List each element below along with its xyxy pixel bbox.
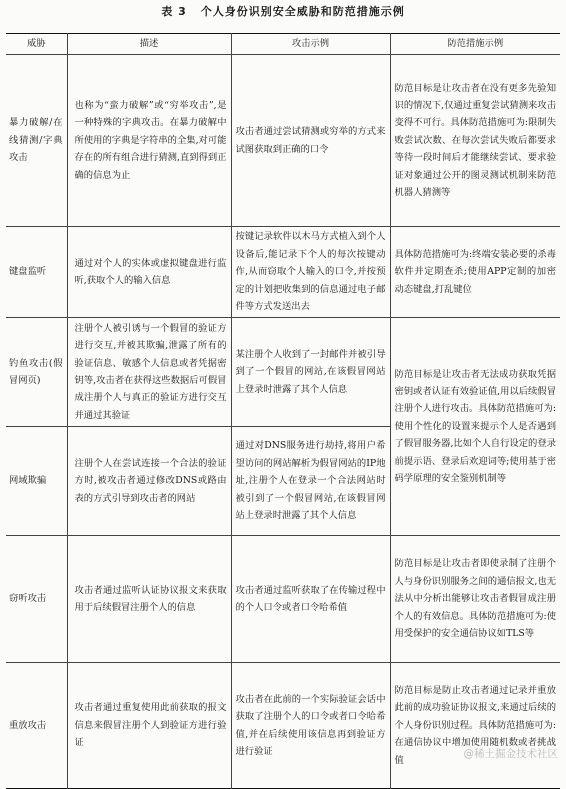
table-row [6, 663, 560, 789]
example-cell: 攻击者通过监听获取了在传输过程中的个人口令或者口令哈希值 [231, 536, 390, 663]
example-cell: 攻击者通过尝试猜测或穷举的方式来试图获取到正确的口令 [231, 55, 390, 227]
threat-cell: 钓鱼攻击(假冒网页) [6, 318, 67, 427]
header-row [6, 34, 560, 55]
table-row [6, 318, 560, 427]
example-cell: 攻击者在此前的一个实际验证会话中获取了注册个人的口令或者口令哈希值,并在后续使用该信息再到验证方进行验证 [231, 663, 390, 789]
description-cell: 攻击者通过重复使用此前获取的报文信息来假冒注册个人到验证方进行验证 [67, 663, 231, 789]
countermeasure-cell: 具体防范措施可为:终端安装必要的杀毒软件并定期查杀;使用APP定制的加密动态键盘,打乱键位 [390, 227, 560, 318]
countermeasure-cell: 防范目标是让攻击者即使录制了注册个人与身份识别服务之间的通信报文,也无法从中分析出能够让攻击者假冒成注册个人的有效信息。具体防范措施可为:使用受保护的安全通信协议如TLS等 [390, 536, 560, 663]
header-threat: 威胁 [6, 34, 67, 55]
table-row [6, 536, 560, 663]
header-example: 攻击示例 [231, 34, 390, 55]
description-cell: 注册个人被引诱与一个假冒的验证方进行交互,并被其欺骗,泄露了所有的验证信息、敏感个人信息或者凭据密钥等,攻击者在获得这些数据后可假冒成注册个人与真正的验证方进行交互并通过其验证 [67, 318, 231, 427]
header-description: 描述 [67, 34, 231, 55]
description-cell: 注册个人在尝试连接一个合法的验证方时,被攻击者通过修改DNS或路由表的方式引导到攻击者的网站 [67, 427, 231, 536]
description-cell: 也称为“蛮力破解”或“穷举攻击”,是一种特殊的字典攻击。在暴力破解中所使用的字典是字符串的全集,对可能存在的所有组合进行猜测,直到得到正确的信息为止 [67, 55, 231, 227]
description-cell: 通过对个人的实体或虚拟键盘进行监听,获取个人的输入信息 [67, 227, 231, 318]
countermeasure-cell: 防范目标是让攻击者无法成功获取凭据密钥或者认证有效验证值,用以后续假冒注册个人进行攻击。具体防范措施可为:使用个性化的设置来提示个人是否遇到了假冒服务器,比如个人自行设定的登录前提示语、登录后欢迎词等;使用基于密码学原理的安全鉴别机制等 [390, 318, 560, 536]
example-cell: 按键记录软件以木马方式植入到个人设备后,能记录下个人的每次按键动作,从而窃取个人输入的口令,并按预定的计划把收集到的信息通过电子邮件等方式发送出去 [231, 227, 390, 318]
table-row [6, 55, 560, 227]
table-number: 表 3 [161, 5, 187, 18]
header-countermeasure: 防范措施示例 [390, 34, 560, 55]
watermark: @稀土掘金技术社区 [463, 748, 558, 760]
threat-cell: 重放攻击 [6, 663, 67, 789]
threat-cell: 窃听攻击 [6, 536, 67, 663]
threat-cell: 网域欺骗 [6, 427, 67, 536]
threats-table [6, 33, 560, 789]
countermeasure-cell: 防范目标是防止攻击者通过记录并重放此前的成功验证协议报文,来通过后续的个人身份识别过程。具体防范措施可为:在通信协议中增加使用随机数或者挑战值 [390, 663, 560, 789]
threat-cell: 暴力破解/在线猜测/字典攻击 [6, 55, 67, 227]
description-cell: 攻击者通过监听认证协议报文来获取用于后续假冒注册个人的信息 [67, 536, 231, 663]
table-title: 个人身份识别安全威胁和防范措施示例 [200, 5, 405, 18]
countermeasure-cell: 防范目标是让攻击者在没有更多先验知识的情况下,仅通过重复尝试猜测来攻击变得不可行。具体防范措施可为:限制失败尝试次数、在每次尝试失败后都要求等待一段时间后才能继续尝试、要求验证对象通过公开的图灵测试机制来防范机器人猜测等 [390, 55, 560, 227]
example-cell: 某注册个人收到了一封邮件并被引导到了一个假冒的网站,在该假冒网站上登录时泄露了其个人信息 [231, 318, 390, 427]
table-row [6, 227, 560, 318]
example-cell: 通过对DNS服务进行劫持,将用户希望访问的网站解析为假冒网站的IP地址,注册个人在登录一个合法网站时被引到了一个假冒网站,在该假冒网站上登录时泄露了其个人信息 [231, 427, 390, 536]
threat-cell: 键盘监听 [6, 227, 67, 318]
table-caption [0, 3, 566, 19]
